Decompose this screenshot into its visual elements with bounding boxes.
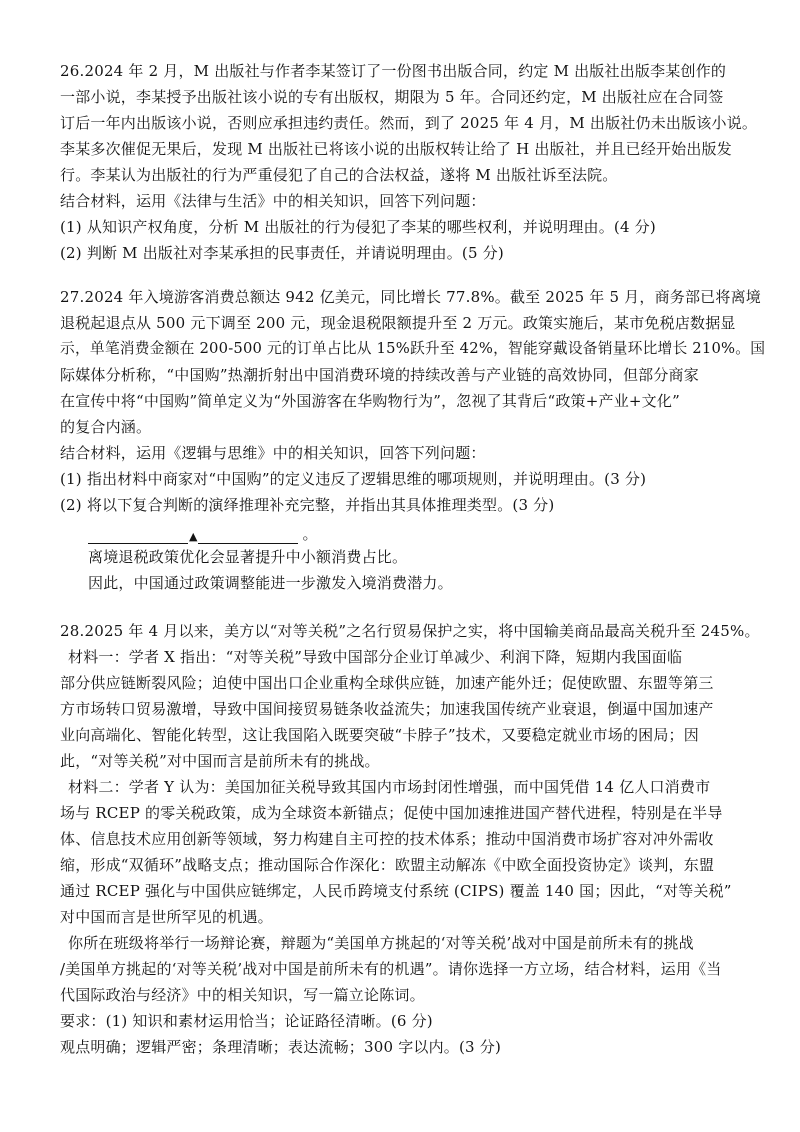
q28-stem-line: 28.2025 年 4 月以来，美方以“对等关税”之名行贸易保护之实，将中国输美商品最高关税升至 245%。 bbox=[60, 622, 760, 640]
q27-subquestion-2: (2) 将以下复合判断的演绎推理补充完整，并指出其具体推理类型。(3 分) bbox=[60, 496, 555, 514]
q28-task-line: 代国际政治与经济》中的相关知识，写一篇立论陈词。 bbox=[60, 986, 425, 1004]
q28-task-line: 你所在班级将举行一场辩论赛，辩题为“美国单方挑起的‘对等关税’战对中国是前所未有的挑战 bbox=[68, 934, 694, 952]
q26-stem-line: 一部小说，李某授予出版社该小说的专有出版权，期限为 5 年。合同还约定，M 出版社应在合同签 bbox=[60, 88, 724, 106]
q27-stem-line: 退税起退点从 500 元下调至 200 元，现金退税限额提升至 2 万元。政策实施后，某市免税店数据显 bbox=[60, 314, 736, 332]
q27-premise-line: 离境退税政策优化会显著提升中小额消费占比。 bbox=[88, 548, 408, 566]
q27-conclusion-line: 因此，中国通过政策调整能进一步激发入境消费潜力。 bbox=[88, 574, 453, 592]
q27-instruction: 结合材料，运用《逻辑与思维》中的相关知识，回答下列问题： bbox=[60, 444, 486, 462]
q27-stem-line: 在宣传中将“中国购”简单定义为“外国游客在华购物行为”，忽视了其背后“政策+产业+文化” bbox=[60, 392, 680, 410]
q26-stem-line: 订后一年内出版该小说，否则应承担违约责任。然而，到了 2025 年 4 月，M 出版社仍未出版该小说。 bbox=[60, 114, 758, 132]
q26-stem-line: 行。李某认为出版社的行为严重侵犯了自己的合法权益，遂将 M 出版社诉至法院。 bbox=[60, 166, 618, 184]
question-26 bbox=[60, 58, 766, 266]
blank-period: 。 bbox=[302, 525, 318, 543]
q27-stem-line: 27.2024 年入境游客消费总额达 942 亿美元，同比增长 77.8%。截至 2025 年 5 月，商务部已将离境 bbox=[60, 288, 761, 306]
q28-requirement-line: 要求：(1) 知识和素材运用恰当；论证路径清晰。(6 分) bbox=[60, 1012, 433, 1030]
q26-subquestion-1: (1) 从知识产权角度，分析 M 出版社的行为侵犯了李某的哪些权利，并说明理由。(4 分) bbox=[60, 218, 656, 236]
exam-page bbox=[60, 58, 766, 1060]
q28-material-1-line: 此，“对等关税”对中国而言是前所未有的挑战。 bbox=[60, 752, 380, 770]
q28-task-line: /美国单方挑起的‘对等关税’战对中国是前所未有的机遇”。请你选择一方立场，结合材料，运用《当 bbox=[60, 960, 722, 978]
q26-subquestion-2: (2) 判断 M 出版社对李某承担的民事责任，并请说明理由。(5 分) bbox=[60, 244, 504, 262]
q28-material-2-line: 材料二：学者 Y 认为：美国加征关税导致其国内市场封闭性增强，而中国凭借 14 亿人口消费市 bbox=[68, 778, 711, 796]
q27-stem-line: 的复合内涵。 bbox=[60, 418, 152, 436]
answer-blank-left bbox=[88, 529, 188, 544]
q27-stem-line: 示，单笔消费金额在 200-500 元的订单占比从 15%跃升至 42%，智能穿戴设备销量环比增长 210%。国 bbox=[60, 340, 766, 357]
q28-material-2-line: 体、信息技术应用创新等领域，努力构建自主可控的技术体系；推动中国消费市场扩容对冲外需收 bbox=[60, 830, 714, 848]
q26-instruction: 结合材料，运用《法律与生活》中的相关知识，回答下列问题： bbox=[60, 192, 486, 210]
question-27 bbox=[60, 284, 766, 596]
question-28 bbox=[60, 618, 766, 1060]
q26-stem-line: 李某多次催促无果后，发现 M 出版社已将该小说的出版权转让给了 H 出版社，并且已经开始出版发 bbox=[60, 140, 732, 158]
answer-blank-right bbox=[198, 529, 298, 544]
answer-blank-row bbox=[60, 518, 766, 544]
q28-material-1-line: 部分供应链断裂风险；迫使中国出口企业重构全球供应链，加速产能外迁；促使欧盟、东盟等第三 bbox=[60, 674, 714, 692]
q27-subquestion-1: (1) 指出材料中商家对“中国购”的定义违反了逻辑思维的哪项规则，并说明理由。(3 分) bbox=[60, 470, 647, 488]
q28-material-2-line: 场与 RCEP 的零关税政策，成为全球资本新锚点；促使中国加速推进国产替代进程，特别是在半导 bbox=[60, 804, 723, 822]
q28-material-1-line: 业向高端化、智能化转型，这让我国陷入既要突破“卡脖子”技术，又要稳定就业市场的困局；因 bbox=[60, 726, 699, 744]
q28-material-2-line: 缩，形成“双循环”战略支点；推动国际合作深化：欧盟主动解冻《中欧全面投资协定》谈判，东盟 bbox=[60, 856, 715, 874]
q27-stem-line: 际媒体分析称，“中国购”热潮折射出中国消费环境的持续改善与产业链的高效协同，但部分商家 bbox=[60, 366, 699, 384]
q28-material-2-line: 通过 RCEP 强化与中国供应链绑定，人民币跨境支付系统 (CIPS) 覆盖 140 国；因此，“对等关税” bbox=[60, 882, 732, 900]
q26-stem-line: 26.2024 年 2 月，M 出版社与作者李某签订了一份图书出版合同，约定 M 出版社出版李某创作的 bbox=[60, 62, 727, 80]
q28-requirement-line: 观点明确；逻辑严密；条理清晰；表达流畅；300 字以内。(3 分) bbox=[60, 1038, 502, 1056]
q28-material-1-line: 方市场转口贸易激增，导致中国间接贸易链条收益流失；加速我国传统产业衰退，倒逼中国加速产 bbox=[60, 700, 714, 718]
q28-material-1-line: 材料一：学者 X 指出：“对等关税”导致中国部分企业订单减少、利润下降，短期内我国面临 bbox=[68, 648, 683, 666]
triangle-marker-icon: ▲ bbox=[189, 530, 198, 543]
q28-material-2-line: 对中国而言是世所罕见的机遇。 bbox=[60, 908, 273, 926]
